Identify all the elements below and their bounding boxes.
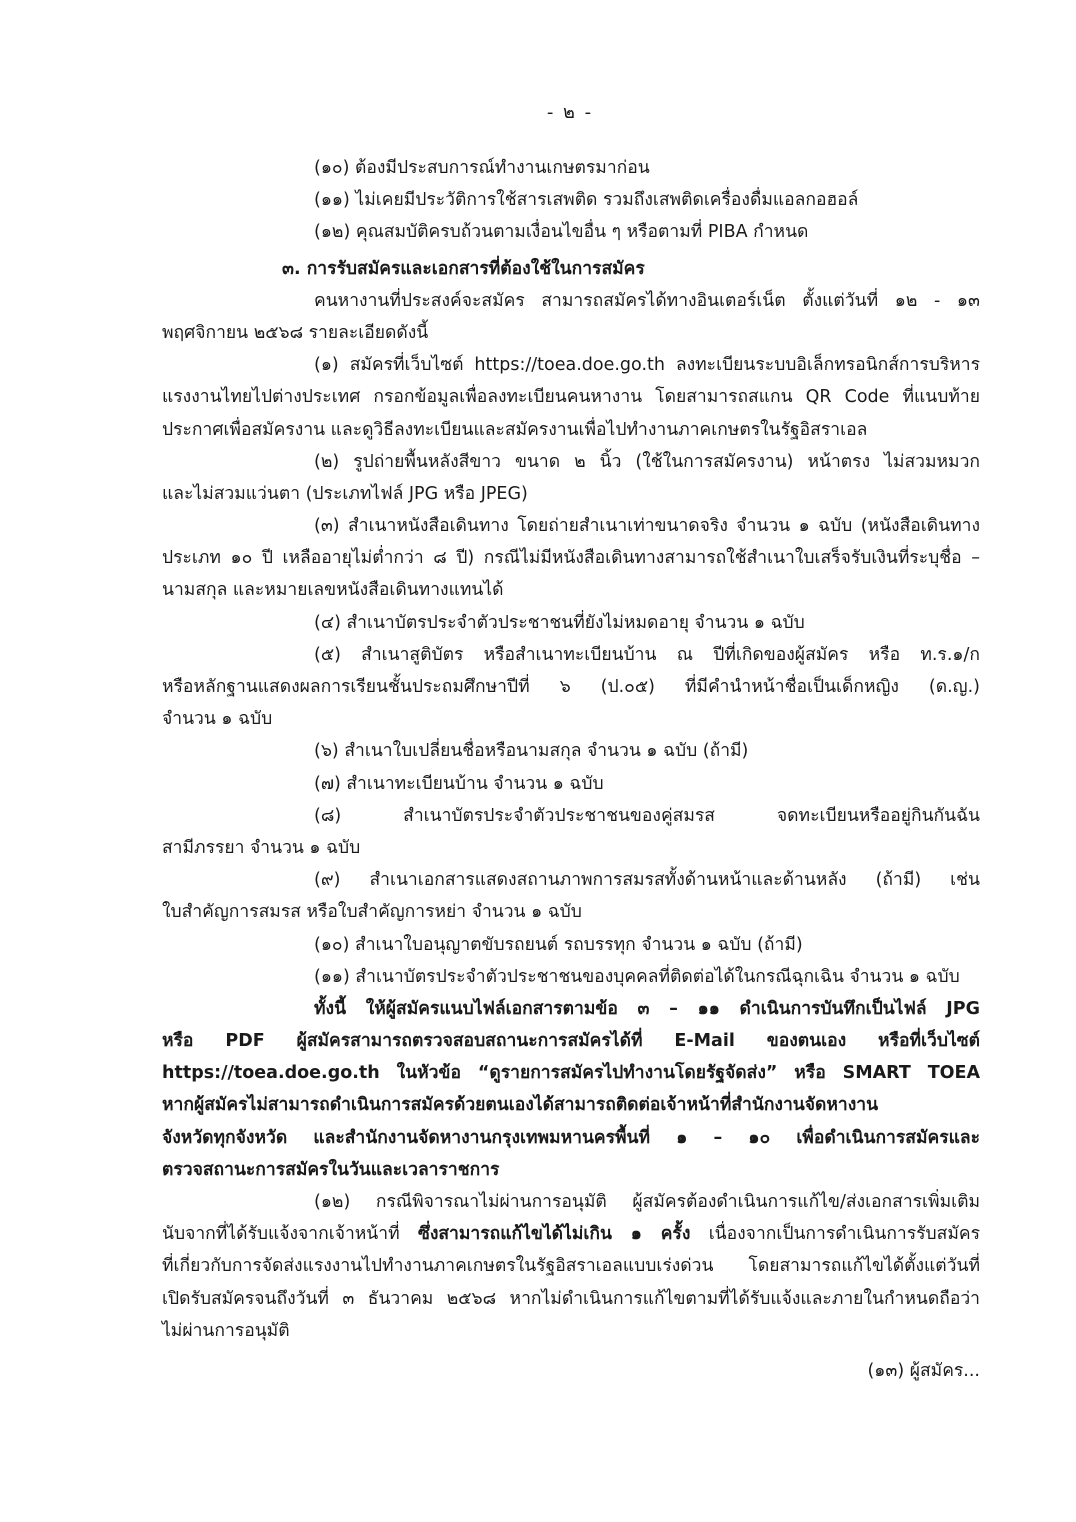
item-4: (๔) สำเนาบัตรประจำตัวประชาชนที่ยังไม่หมดอายุ จำนวน ๑ ฉบับ [314,612,805,633]
item-10: (๑๐) สำเนาใบอนุญาตขับรถยนต์ รถบรรทุก จำนวน ๑ ฉบับ (ถ้ามี) [314,934,803,955]
item-12-line-2-part-b: เนื่องจากเป็นการดำเนินการรับสมัคร [690,1224,980,1245]
section-heading: ๓. การรับสมัครและเอกสารที่ต้องใช้ในการสมัคร [282,258,645,279]
item-12-line-5: ไม่ผ่านการอนุมัติ [162,1320,290,1341]
page-number: - ๒ - [546,102,594,123]
item-8-line-1: (๘) สำเนาบัตรประจำตัวประชาชนของคู่สมรส จดทะเบียนหรืออยู่กินกันฉัน [314,805,980,826]
item-3-line-3: นามสกุล และหมายเลขหนังสือเดินทางแทนได้ [162,580,504,601]
item-1-line-1: (๑) สมัครที่เว็บไซต์ https://toea.doe.go.th ลงทะเบียนระบบอิเล็กทรอนิกส์การบริหาร [314,355,980,376]
item-2-line-1: (๒) รูปถ่ายพื้นหลังสีขาว ขนาด ๒ นิ้ว (ใช้ในการสมัครงาน) หน้าตรง ไม่สวมหมวก [314,451,980,472]
note-line-5: จังหวัดทุกจังหวัด และสำนักงานจัดหางานกรุงเทพมหานครพื้นที่ ๑ – ๑๐ เพื่อดำเนินการสมัครและ [162,1127,980,1148]
item-5-line-1: (๕) สำเนาสูติบัตร หรือสำเนาทะเบียนบ้าน ณ ปีที่เกิดของผู้สมัคร หรือ ท.ร.๑/ก [314,644,980,665]
item-12-line-4: เปิดรับสมัครจนถึงวันที่ ๓ ธันวาคม ๒๕๖๘ หากไม่ดำเนินการแก้ไขตามที่ได้รับแจ้งและภายในกำหนดถือว่า [162,1288,980,1309]
item-5-line-3: จำนวน ๑ ฉบับ [162,709,273,730]
item-11: (๑๑) สำเนาบัตรประจำตัวประชาชนของบุคคลที่ติดต่อได้ในกรณีฉุกเฉิน จำนวน ๑ ฉบับ [314,966,960,987]
note-line-1: ทั้งนี้ ให้ผู้สมัครแนบไฟล์เอกสารตามข้อ ๓ – ๑๑ ดำเนินการบันทึกเป็นไฟล์ JPG [314,998,980,1019]
continuation-marker: (๑๓) ผู้สมัคร... [867,1360,980,1381]
note-line-4: หากผู้สมัครไม่สามารถดำเนินการสมัครด้วยตนเองได้สามารถติดต่อเจ้าหน้าที่สำนักงานจัดหางาน [162,1095,879,1116]
item-9-line-1: (๙) สำเนาเอกสารแสดงสถานภาพการสมรสทั้งด้านหน้าและด้านหลัง (ถ้ามี) เช่น [314,870,980,891]
item-1-line-2: แรงงานไทยไปต่างประเทศ กรอกข้อมูลเพื่อลงทะเบียนคนหางาน โดยสามารถสแกน QR Code ที่แนบท้าย [162,387,980,408]
note-line-6: ตรวจสถานะการสมัครในวันและเวลาราชการ [162,1159,500,1180]
note-line-2: หรือ PDF ผู้สมัครสามารถตรวจสอบสถานะการสมัครได้ที่ E-Mail ของตนเอง หรือที่เว็บไซต์ [162,1031,980,1052]
item-7: (๗) สำเนาทะเบียนบ้าน จำนวน ๑ ฉบับ [314,773,604,794]
item-12-line-1: (๑๒) กรณีพิจารณาไม่ผ่านการอนุมัติ ผู้สมัครต้องดำเนินการแก้ไข/ส่งเอกสารเพิ่มเติม [314,1192,980,1212]
qualification-12: (๑๒) คุณสมบัติครบถ้วนตามเงื่อนไขอื่น ๆ หรือตามที่ PIBA กำหนด [314,222,809,243]
note-line-3: https://toea.doe.go.th ในหัวข้อ “ดูรายการสมัครไปทำงานโดยรัฐจัดส่ง” หรือ SMART TOEA [162,1063,980,1084]
item-6: (๖) สำเนาใบเปลี่ยนชื่อหรือนามสกุล จำนวน ๑ ฉบับ (ถ้ามี) [314,741,749,762]
item-12-bold-phrase: ซึ่งสามารถแก้ไขได้ไม่เกิน ๑ ครั้ง [417,1224,691,1245]
intro-line-2: พฤศจิกายน ๒๕๖๘ รายละเอียดดังนี้ [162,322,429,343]
item-12-line-3: ที่เกี่ยวกับการจัดส่งแรงงานไปทำงานภาคเกษตรในรัฐอิสราเอลแบบเร่งด่วน โดยสามารถแก้ไขได้ตั้งแต่วันที่ [162,1256,980,1277]
intro-line-1: คนหางานที่ประสงค์จะสมัคร สามารถสมัครได้ทางอินเตอร์เน็ต ตั้งแต่วันที่ ๑๒ - ๑๓ [314,290,980,311]
item-3-line-2: ประเภท ๑๐ ปี เหลืออายุไม่ต่ำกว่า ๘ ปี) กรณีไม่มีหนังสือเดินทางสามารถใช้สำเนาใบเสร็จรับเงินที่ระบุชื่อ – [162,548,980,569]
item-1-line-3: ประกาศเพื่อสมัครงาน และดูวิธีลงทะเบียนและสมัครงานเพื่อไปทำงานภาคเกษตรในรัฐอิสราเอล [162,419,868,440]
item-5-line-2: หรือหลักฐานแสดงผลการเรียนชั้นประถมศึกษาปีที่ ๖ (ป.๐๕) ที่มีคำนำหน้าชื่อเป็นเด็กหญิง (ด.ญ.) [162,677,980,697]
qualification-11: (๑๑) ไม่เคยมีประวัติการใช้สารเสพติด รวมถึงเสพติดเครื่องดื่มแอลกอฮอล์ [314,190,859,211]
item-12-line-2-part-a: นับจากที่ได้รับแจ้งจากเจ้าหน้าที่ [162,1224,418,1245]
item-12-line-2 [162,1218,980,1250]
item-2-line-2: และไม่สวมแว่นตา (ประเภทไฟล์ JPG หรือ JPEG) [162,483,528,504]
item-3-line-1: (๓) สำเนาหนังสือเดินทาง โดยถ่ายสำเนาเท่าขนาดจริง จำนวน ๑ ฉบับ (หนังสือเดินทาง [314,516,980,537]
document-body [162,152,980,1387]
item-8-line-2: สามีภรรยา จำนวน ๑ ฉบับ [162,837,361,858]
item-9-line-2: ใบสำคัญการสมรส หรือใบสำคัญการหย่า จำนวน ๑ ฉบับ [162,902,582,923]
qualification-10: (๑๐) ต้องมีประสบการณ์ทำงานเกษตรมาก่อน [314,158,650,178]
